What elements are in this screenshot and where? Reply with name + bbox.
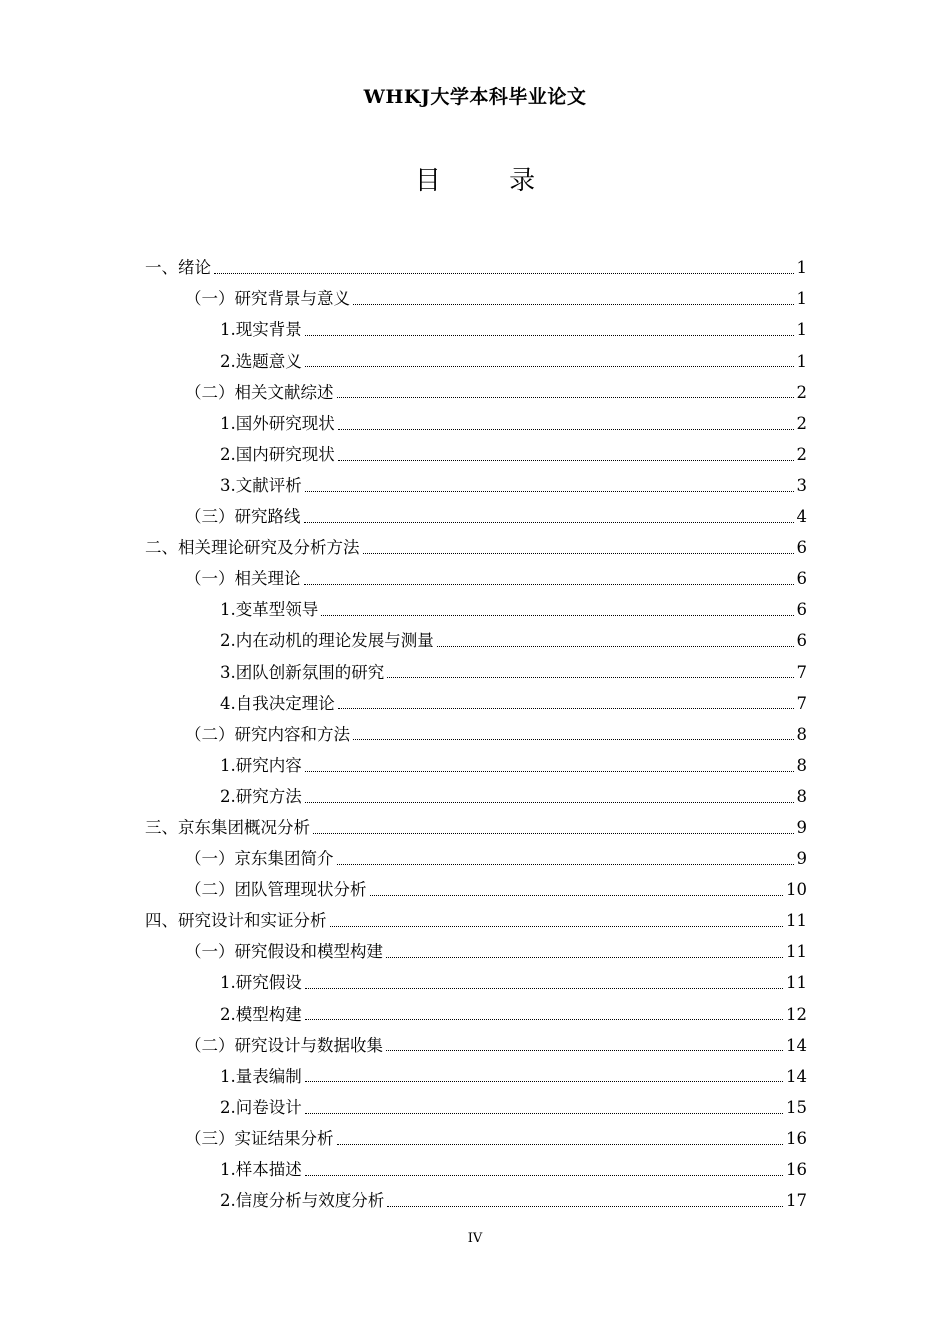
toc-entry-page: 16 (786, 1128, 807, 1148)
toc-entry[interactable] (145, 999, 807, 1030)
toc-entry-page: 9 (796, 849, 807, 869)
dot-leader (353, 739, 794, 740)
toc-entry-page: 11 (786, 942, 807, 962)
toc-entry-title: （一）研究背景与意义 (185, 289, 350, 309)
toc-entry[interactable] (145, 533, 807, 564)
dot-leader (304, 522, 794, 523)
toc-entry-title: 四、研究设计和实证分析 (145, 911, 327, 931)
toc-entry[interactable] (145, 968, 807, 999)
toc-entry[interactable] (145, 440, 807, 471)
toc-entry-page: 11 (786, 973, 807, 993)
dot-leader (338, 460, 794, 461)
toc-entry-title: （一）相关理论 (185, 569, 301, 589)
toc-entry-page: 6 (796, 631, 807, 651)
toc-entry[interactable] (145, 408, 807, 439)
dot-leader (305, 366, 794, 367)
toc-title: 目 录 (414, 166, 566, 196)
toc-entry-page: 2 (796, 444, 807, 464)
dot-leader (387, 677, 793, 678)
toc-entry-title: 2.研究方法 (220, 786, 302, 806)
toc-entry-page: 8 (796, 724, 807, 744)
dot-leader (305, 1113, 783, 1114)
toc-entry-page: 1 (796, 320, 807, 340)
toc-entry-title: 1.变革型领导 (220, 600, 319, 620)
dot-leader (337, 1144, 784, 1145)
dot-leader (214, 273, 794, 274)
dot-leader (304, 584, 794, 585)
dot-leader (305, 802, 794, 803)
dot-leader (305, 1019, 783, 1020)
toc-entry-title: （二）相关文献综述 (185, 382, 334, 402)
toc-entry[interactable] (145, 1124, 807, 1155)
toc-entry-page: 6 (796, 600, 807, 620)
dot-leader (370, 895, 784, 896)
dot-leader (305, 491, 794, 492)
toc-entry-title: 4.自我决定理论 (220, 693, 335, 713)
toc-entry-title: 2.国内研究现状 (220, 444, 335, 464)
toc-entry[interactable] (145, 1186, 807, 1217)
toc-entry[interactable] (145, 906, 807, 937)
toc-entry-page: 2 (796, 382, 807, 402)
toc-entry-title: 2.模型构建 (220, 1004, 302, 1024)
table-of-contents (145, 253, 807, 1217)
dot-leader (337, 397, 794, 398)
toc-entry-title: （二）研究设计与数据收集 (185, 1035, 383, 1055)
toc-entry-title: 3.团队创新氛围的研究 (220, 662, 385, 682)
toc-entry[interactable] (145, 875, 807, 906)
toc-entry[interactable] (145, 844, 807, 875)
toc-entry-title: 2.选题意义 (220, 351, 302, 371)
toc-entry-title: 2.问卷设计 (220, 1097, 302, 1117)
toc-entry-title: 1.国外研究现状 (220, 413, 335, 433)
dot-leader (386, 957, 783, 958)
toc-entry-page: 11 (786, 911, 807, 931)
page-number: IV (467, 1231, 483, 1246)
dot-leader (437, 646, 794, 647)
toc-entry-page: 4 (796, 507, 807, 527)
toc-entry-page: 1 (796, 351, 807, 371)
toc-entry-page: 1 (796, 258, 807, 278)
dot-leader (321, 615, 793, 616)
toc-entry[interactable] (145, 751, 807, 782)
toc-entry-page: 7 (796, 693, 807, 713)
dot-leader (363, 553, 794, 554)
toc-entry[interactable] (145, 595, 807, 626)
dot-leader (305, 335, 794, 336)
toc-entry-title: 一、绪论 (145, 258, 211, 278)
toc-entry-title: 1.量表编制 (220, 1066, 302, 1086)
dot-leader (337, 864, 794, 865)
dot-leader (353, 304, 794, 305)
toc-entry-page: 2 (796, 413, 807, 433)
dot-leader (338, 429, 794, 430)
dot-leader (386, 1050, 783, 1051)
toc-entry-title: 三、京东集团概况分析 (145, 817, 310, 837)
toc-entry-title: 2.信度分析与效度分析 (220, 1191, 385, 1211)
toc-entry-title: 1.研究内容 (220, 755, 302, 775)
toc-entry-page: 17 (786, 1191, 807, 1211)
toc-entry-page: 14 (786, 1066, 807, 1086)
dot-leader (313, 833, 794, 834)
toc-entry-title: 3.文献评析 (220, 475, 302, 495)
toc-entry-title: 二、相关理论研究及分析方法 (145, 538, 360, 558)
toc-entry-page: 7 (796, 662, 807, 682)
toc-entry-title: 2.内在动机的理论发展与测量 (220, 631, 434, 651)
toc-entry-page: 12 (786, 1004, 807, 1024)
toc-entry-title: （一）京东集团简介 (185, 849, 334, 869)
toc-entry[interactable] (145, 1061, 807, 1092)
toc-entry-page: 16 (786, 1160, 807, 1180)
toc-entry[interactable] (145, 1155, 807, 1186)
toc-entry-title: （二）团队管理现状分析 (185, 880, 367, 900)
toc-entry-page: 8 (796, 786, 807, 806)
toc-entry-title: 1.样本描述 (220, 1160, 302, 1180)
toc-entry[interactable] (145, 315, 807, 346)
dot-leader (305, 771, 794, 772)
dot-leader (338, 708, 794, 709)
dot-leader (387, 1206, 783, 1207)
toc-entry-page: 3 (796, 475, 807, 495)
toc-entry[interactable] (145, 719, 807, 750)
toc-entry[interactable] (145, 1093, 807, 1124)
toc-entry[interactable] (145, 253, 807, 284)
toc-entry[interactable] (145, 377, 807, 408)
toc-entry[interactable] (145, 626, 807, 657)
toc-entry-page: 8 (796, 755, 807, 775)
toc-entry[interactable] (145, 471, 807, 502)
toc-entry[interactable] (145, 782, 807, 813)
toc-entry-page: 1 (796, 289, 807, 309)
toc-entry-page: 6 (796, 569, 807, 589)
toc-entry-title: 1.现实背景 (220, 320, 302, 340)
toc-entry-title: （一）研究假设和模型构建 (185, 942, 383, 962)
toc-entry[interactable] (145, 1030, 807, 1061)
toc-entry-title: 1.研究假设 (220, 973, 302, 993)
toc-entry[interactable] (145, 813, 807, 844)
toc-entry-page: 15 (786, 1097, 807, 1117)
toc-entry-title: （三）研究路线 (185, 507, 301, 527)
toc-entry-page: 10 (786, 880, 807, 900)
dot-leader (330, 926, 784, 927)
toc-entry[interactable] (145, 284, 807, 315)
toc-entry-page: 9 (796, 817, 807, 837)
toc-entry-page: 6 (796, 538, 807, 558)
toc-entry[interactable] (145, 688, 807, 719)
toc-entry[interactable] (145, 502, 807, 533)
toc-entry-title: （三）实证结果分析 (185, 1128, 334, 1148)
page-header: WHKJ大学本科毕业论文 (363, 86, 587, 108)
toc-entry-page: 14 (786, 1035, 807, 1055)
toc-entry[interactable] (145, 657, 807, 688)
dot-leader (305, 1081, 783, 1082)
dot-leader (305, 988, 783, 989)
toc-entry[interactable] (145, 346, 807, 377)
toc-entry-title: （二）研究内容和方法 (185, 724, 350, 744)
dot-leader (305, 1175, 783, 1176)
toc-entry[interactable] (145, 564, 807, 595)
toc-entry[interactable] (145, 937, 807, 968)
